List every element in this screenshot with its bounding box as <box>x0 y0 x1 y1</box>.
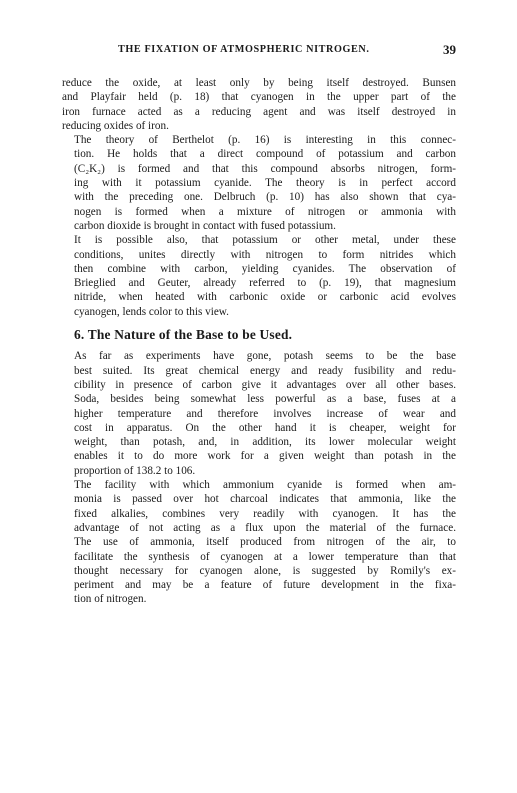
text-line: It is possible also, that potassium or other metal, under these <box>74 234 456 247</box>
body-text <box>62 76 456 607</box>
text-line: Brieglied and Geuter, already referred to (p. 19), that magnesium <box>74 277 456 290</box>
text-line: fixed alkalies, combines very readily with cyanogen. It has the <box>74 507 456 520</box>
text-line: Soda, besides being somewhat less powerful as a base, fuses at a <box>74 393 456 406</box>
text-line: reduce the oxide, at least only by being itself destroyed. Bunsen <box>62 77 456 89</box>
paragraph <box>62 349 456 478</box>
text-line: facilitate the synthesis of cyanogen at a lower temperature than that <box>74 550 456 563</box>
text-line: iron furnace acted as a reducing agent and was itself destroyed in <box>62 105 456 118</box>
text-line: reducing oxides of iron. <box>62 119 169 132</box>
text-line: carbon dioxide is brought in contact with fused potassium. <box>74 219 336 232</box>
text-line: The facility with which ammonium cyanide is formed when am- <box>74 479 456 492</box>
paragraph <box>62 233 456 319</box>
text-line: weight, than potash, and, in addition, its lower molecular weight <box>74 436 456 449</box>
paragraph <box>62 133 456 233</box>
running-title: THE FIXATION OF ATMOSPHERIC NITROGEN. <box>118 44 370 55</box>
text-line: and Playfair held (p. 18) that cyanogen in the upper part of the <box>62 91 456 104</box>
text-line: ing with it potassium cyanide. The theory is in perfect accord <box>74 177 456 190</box>
text-line: periment and may be a feature of future development in the fixa- <box>74 579 456 592</box>
text-line: best suited. Its great chemical energy and ready fusibility and redu- <box>74 364 456 377</box>
paragraph-group <box>62 349 456 606</box>
running-head <box>62 44 456 62</box>
text-line: conditions, unites directly with nitrogen to form nitrides which <box>74 248 456 261</box>
text-line: (C₂K₂) is formed and that this compound absorbs nitrogen, form- <box>74 162 456 175</box>
book-page <box>62 44 456 607</box>
text-line: monia is passed over hot charcoal indicates that ammonia, like the <box>74 493 456 506</box>
page-number: 39 <box>443 42 456 57</box>
text-line: cibility in presence of carbon give it advantages over all other bases. <box>74 378 456 391</box>
paragraph <box>62 478 456 607</box>
section-heading: 6. The Nature of the Base to be Used. <box>74 327 293 343</box>
text-line: enables it to do more work for a given weight than potash in the <box>74 450 456 463</box>
text-line: nitride, when heated with carbonic oxide or carbonic acid evolves <box>74 291 456 304</box>
text-line: tion of nitrogen. <box>74 593 147 606</box>
text-line: higher temperature and therefore involves increase of wear and <box>74 407 456 420</box>
text-line: then combine with carbon, yielding cyanides. The observation of <box>74 262 456 275</box>
text-line: cyanogen, lends color to this view. <box>74 305 229 318</box>
text-line: advantage of not acting as a flux upon the material of the furnace. <box>74 521 456 534</box>
text-line: The theory of Berthelot (p. 16) is interesting in this connec- <box>74 134 456 147</box>
text-line: The use of ammonia, itself produced from nitrogen of the air, to <box>74 536 456 549</box>
text-line: nogen is formed when a mixture of nitrogen or ammonia with <box>74 205 456 218</box>
text-line: thought necessary for cyanogen alone, is suggested by Romily's ex- <box>74 564 456 577</box>
text-line: with the preceding one. Delbruch (p. 10) has also shown that cya- <box>74 191 456 204</box>
text-line: As far as experiments have gone, potash seems to be the base <box>74 350 456 363</box>
text-line: cost in apparatus. On the other hand it is cheaper, weight for <box>74 421 456 434</box>
paragraph-group <box>62 76 456 319</box>
paragraph <box>62 76 456 133</box>
text-line: tion. He holds that a direct compound of potassium and carbon <box>74 148 456 161</box>
text-line: proportion of 138.2 to 106. <box>74 464 196 477</box>
